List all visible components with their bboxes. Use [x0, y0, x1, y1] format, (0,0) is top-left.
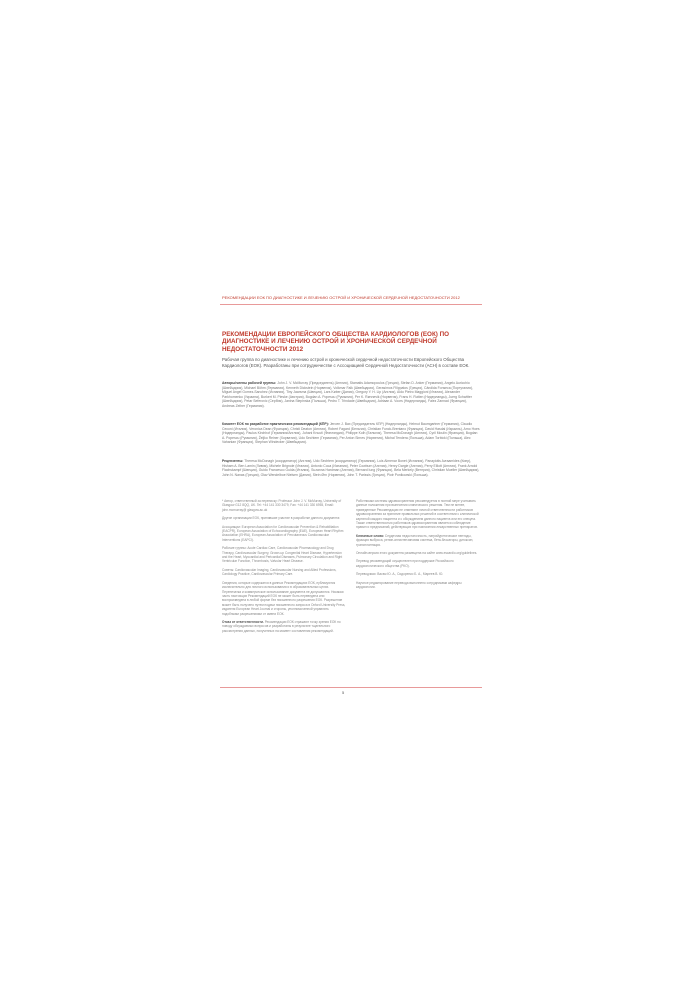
disclaimer-text: Рекомендации ЕОК отражают точку зрения ЕОК по поводу обсуждаемых вопросов и разработаны в результате тщательного рассмотрения данных, полученных на момент составления рекомендаций. — [222, 619, 341, 633]
document-title: РЕКОМЕНДАЦИИ ЕВРОПЕЙСКОГО ОБЩЕСТВА КАРДИОЛОГОВ (ЕОК) ПО ДИАГНОСТИКЕ И ЛЕЧЕНИЮ ОСТРОЙ И ХРОНИЧЕСКОЙ СЕРДЕЧНОЙ НЕДОСТАТОЧНОСТИ 2012 — [222, 331, 450, 353]
reviewers-label: Рецензенты: — [222, 459, 244, 463]
keywords-paragraph — [356, 534, 480, 547]
committee-text: Jeroen J. Bax (Председатель КПР) (Нидерланды), Helmut Baumgartner (Германия), Claudio Ceconi (Италия), Veronica Dean (Франция), Christi Deaton (Англия), Robert Fagard (Бельгия), Christian Funck-Brentano (Франция), David Hasdai (Израиль), Arno Hoes (Нидерланды), Paulus Kirchhof (Германия/Англия), Juhani Knuuti (Финляндия), Philippe Kolh (Бельгия), Theresa McDonagh (Англия), Cyril Moulin (Франция), Bogdan A. Popescu (Румыния), Željko Reiner (Хорватия), Udo Sechtem (Германия), Per Anton Sirnes (Норвегия), Michal Tendera (Польша), Adam Torbicki (Польша), Alec Vahanian (Франция), Stephan Windecker (Швейцария). — [222, 422, 480, 445]
page-number: 5 — [342, 690, 345, 695]
translators-note: Переводчики: Васюк Ю. А., Сидоренко Б. А., Мареев В. Ю. — [356, 572, 444, 577]
online-version-note: Онлайн-версия этого документа размещена на сайте www.escardio.org/guidelines. — [356, 551, 478, 556]
running-head: РЕКОМЕНДАЦИИ ЕОК ПО ДИАГНОСТИКЕ И ЛЕЧЕНИЮ ОСТРОЙ И ХРОНИЧЕСКОЙ СЕРДЕЧНОЙ НЕДОСТАТОЧНОСТИ 2012 — [222, 295, 460, 300]
keywords-text: Сердечная недостаточность, натрийуретические пептиды, фракция выброса, ренин-ангиотензиновая система, бета-блокаторы, дигоксин, трансплантация. — [356, 533, 474, 547]
document-subtitle: Рабочая группа по диагностике и лечению острой и хронической сердечной недостаточности Европейского Общества Кардиологов (ЕОК). Разработаны при сотрудничестве с Ассоциацией Сердечной Недостаточности (АСН) в составе ЕОК. — [222, 357, 470, 369]
councils-list: Советы: Cardiovascular Imaging, Cardiovascular Nursing and Allied Professions, Cardiology Practice, Cardiovascular Primary Care. — [222, 567, 337, 577]
left-column — [222, 499, 346, 637]
associations-list: Ассоциации: European Association for Cardiovascular Prevention & Rehabilitation (EACPR), European Association of Echocardiography (EAE), European Heart Rhythm Association (EHRA), European Association of Percutaneous Cardiovascular Interventions (EAPCI). — [222, 524, 344, 542]
committee-label: Комитет ЕОК по разработке практических рекомендаций (КПР): — [222, 422, 329, 426]
working-groups-list: Рабочие группы: Acute Cardiac Care, Cardiovascular Pharmacology and Drug Therapy, Cardiovascular Surgery, Grown-up Congenital Heart Disease, Hypertension and the Heart, Myocardial and Pericardial Diseases, Pulmonary Circulation and Right Ventricular Function, Thrombosis, Valvular Heart Disease. — [222, 546, 343, 564]
entities-intro: Другие организации ЕОК, принявшие участие в разработке данного документа: — [222, 516, 341, 521]
authors-label: Авторы/члены рабочей группы: — [222, 381, 277, 385]
correspondence-note: * Автор, ответственный за переписку: Professor John J. V. McMurray, University of Glasgow G12 8QQ, UK. Tel: +44 141 330 3479, Fax: +44 141 330 6955, Email: john.mcmurray@ glasgow.ac.uk — [222, 499, 342, 512]
content-notice: Сведения, которые содержатся в данных Рекомендациях ЕОК, публикуются исключительно для личного использования и в образовательных целях. Перепечатка и коммерческое использование документа не допускаются. Никакая часть настоящих Рекомендаций ЕОК не может быть переведена или воспроизведена в любой форме без письменного разрешения ЕОК. Разрешение может быть получено путем подачи письменного запроса в Oxford University Press, издателя European Heart Journal и стороны, уполномоченной управлять подобными разрешениями от имени ЕОК. — [222, 580, 346, 616]
footer-divider — [220, 687, 482, 688]
reviewers-text: Theresa McDonagh (координатор) (Англия), Udo Sechtem (координатор) (Германия), Luis Almenar Bonet (Испания), Panayiotis Avraamides (Кипр), Hisham A. Ben Lamin (Ливия), Michele Brignole (Италия), Antonio Coca (Испания), Peter Cowburn (Англия), Henry Dargie (Англия), Perry Elliott (Англия), Frank Arnold Flachskampf (Швеция), Guido Francesco Guida (Италия), Suzanna Hardman (Англия), Bernard Iung (Франция), Bela Merkely (Венгрия), Christian Mueller (Швейцария), John N. Nanas (Греция), Olav Wendelboe Nielsen (Дания), Stein Ørn (Норвегия), John T. Parissis (Греция), Piotr Ponikowski (Польша). — [222, 459, 480, 477]
authors-text: John J. V. McMurray (Председатель) (Англия), Stamatis Adamopoulos (Греция), Stefan D. Anker (Германия), Angelo Auricchio (Швейцария), Michael Böhm (Германия), Kenneth Dickstein (Норвегия), Volkmar Falk (Швейцария), Gerasimos Filippatos (Греция), Cândida Fonseca (Португалия), Miguel Angel Gomez-Sanchez (Испания), Tiny Jaarsma (Швеция), Lars Køber (Дания), Gregory Y. H. Lip (Англия), Aldo Pietro Maggioni (Италия), Alexander Parkhomenko (Украина), Burkert M. Pieske (Австрия), Bogdan A. Popescu (Румыния), Per K. Rønnevik (Норвегия), Frans H. Rutten (Нидерланды), Juerg Schwitter (Швейцария), Petar Seferovic (Сербия), Janina Stepinska (Польша), Pedro T. Trindade (Швейцария), Adriaan A. Voors (Нидерланды), Faiez Zannad (Франция), Andreas Zeiher (Германия). — [222, 381, 473, 408]
disclaimer-paragraph — [222, 620, 346, 633]
professionals-paragraph: Работникам системы здравоохранения рекомендуется в полной мере учитывать данные положения при вынесении клинического решения. Тем не менее, приведенные Рекомендации не отменяют личной ответственности работников здравоохранения за принятие правильных решений в соответствии с клинической картиной каждого пациента и с обсуждением данного пациента или его опекуна. Также ответственностью работников здравоохранения является соблюдение правил и предписаний, действующих при назначении лекарственных препаратов. — [356, 499, 479, 530]
committee-section — [222, 422, 480, 445]
translation-note: Перевод рекомендаций осуществлен при поддержке Российского кардиологического общества (РКО). — [356, 559, 454, 568]
authors-section — [222, 381, 480, 409]
reviewers-section — [222, 459, 480, 477]
header-divider — [220, 304, 482, 305]
keywords-label: Ключевые слова: — [356, 533, 384, 538]
right-column — [356, 499, 480, 594]
disclaimer-label: Отказ от ответственности. — [222, 619, 264, 624]
scientific-editing-note: Научное редактирование перевода выполнено сотрудниками кафедры кардиологии. — [356, 580, 462, 590]
